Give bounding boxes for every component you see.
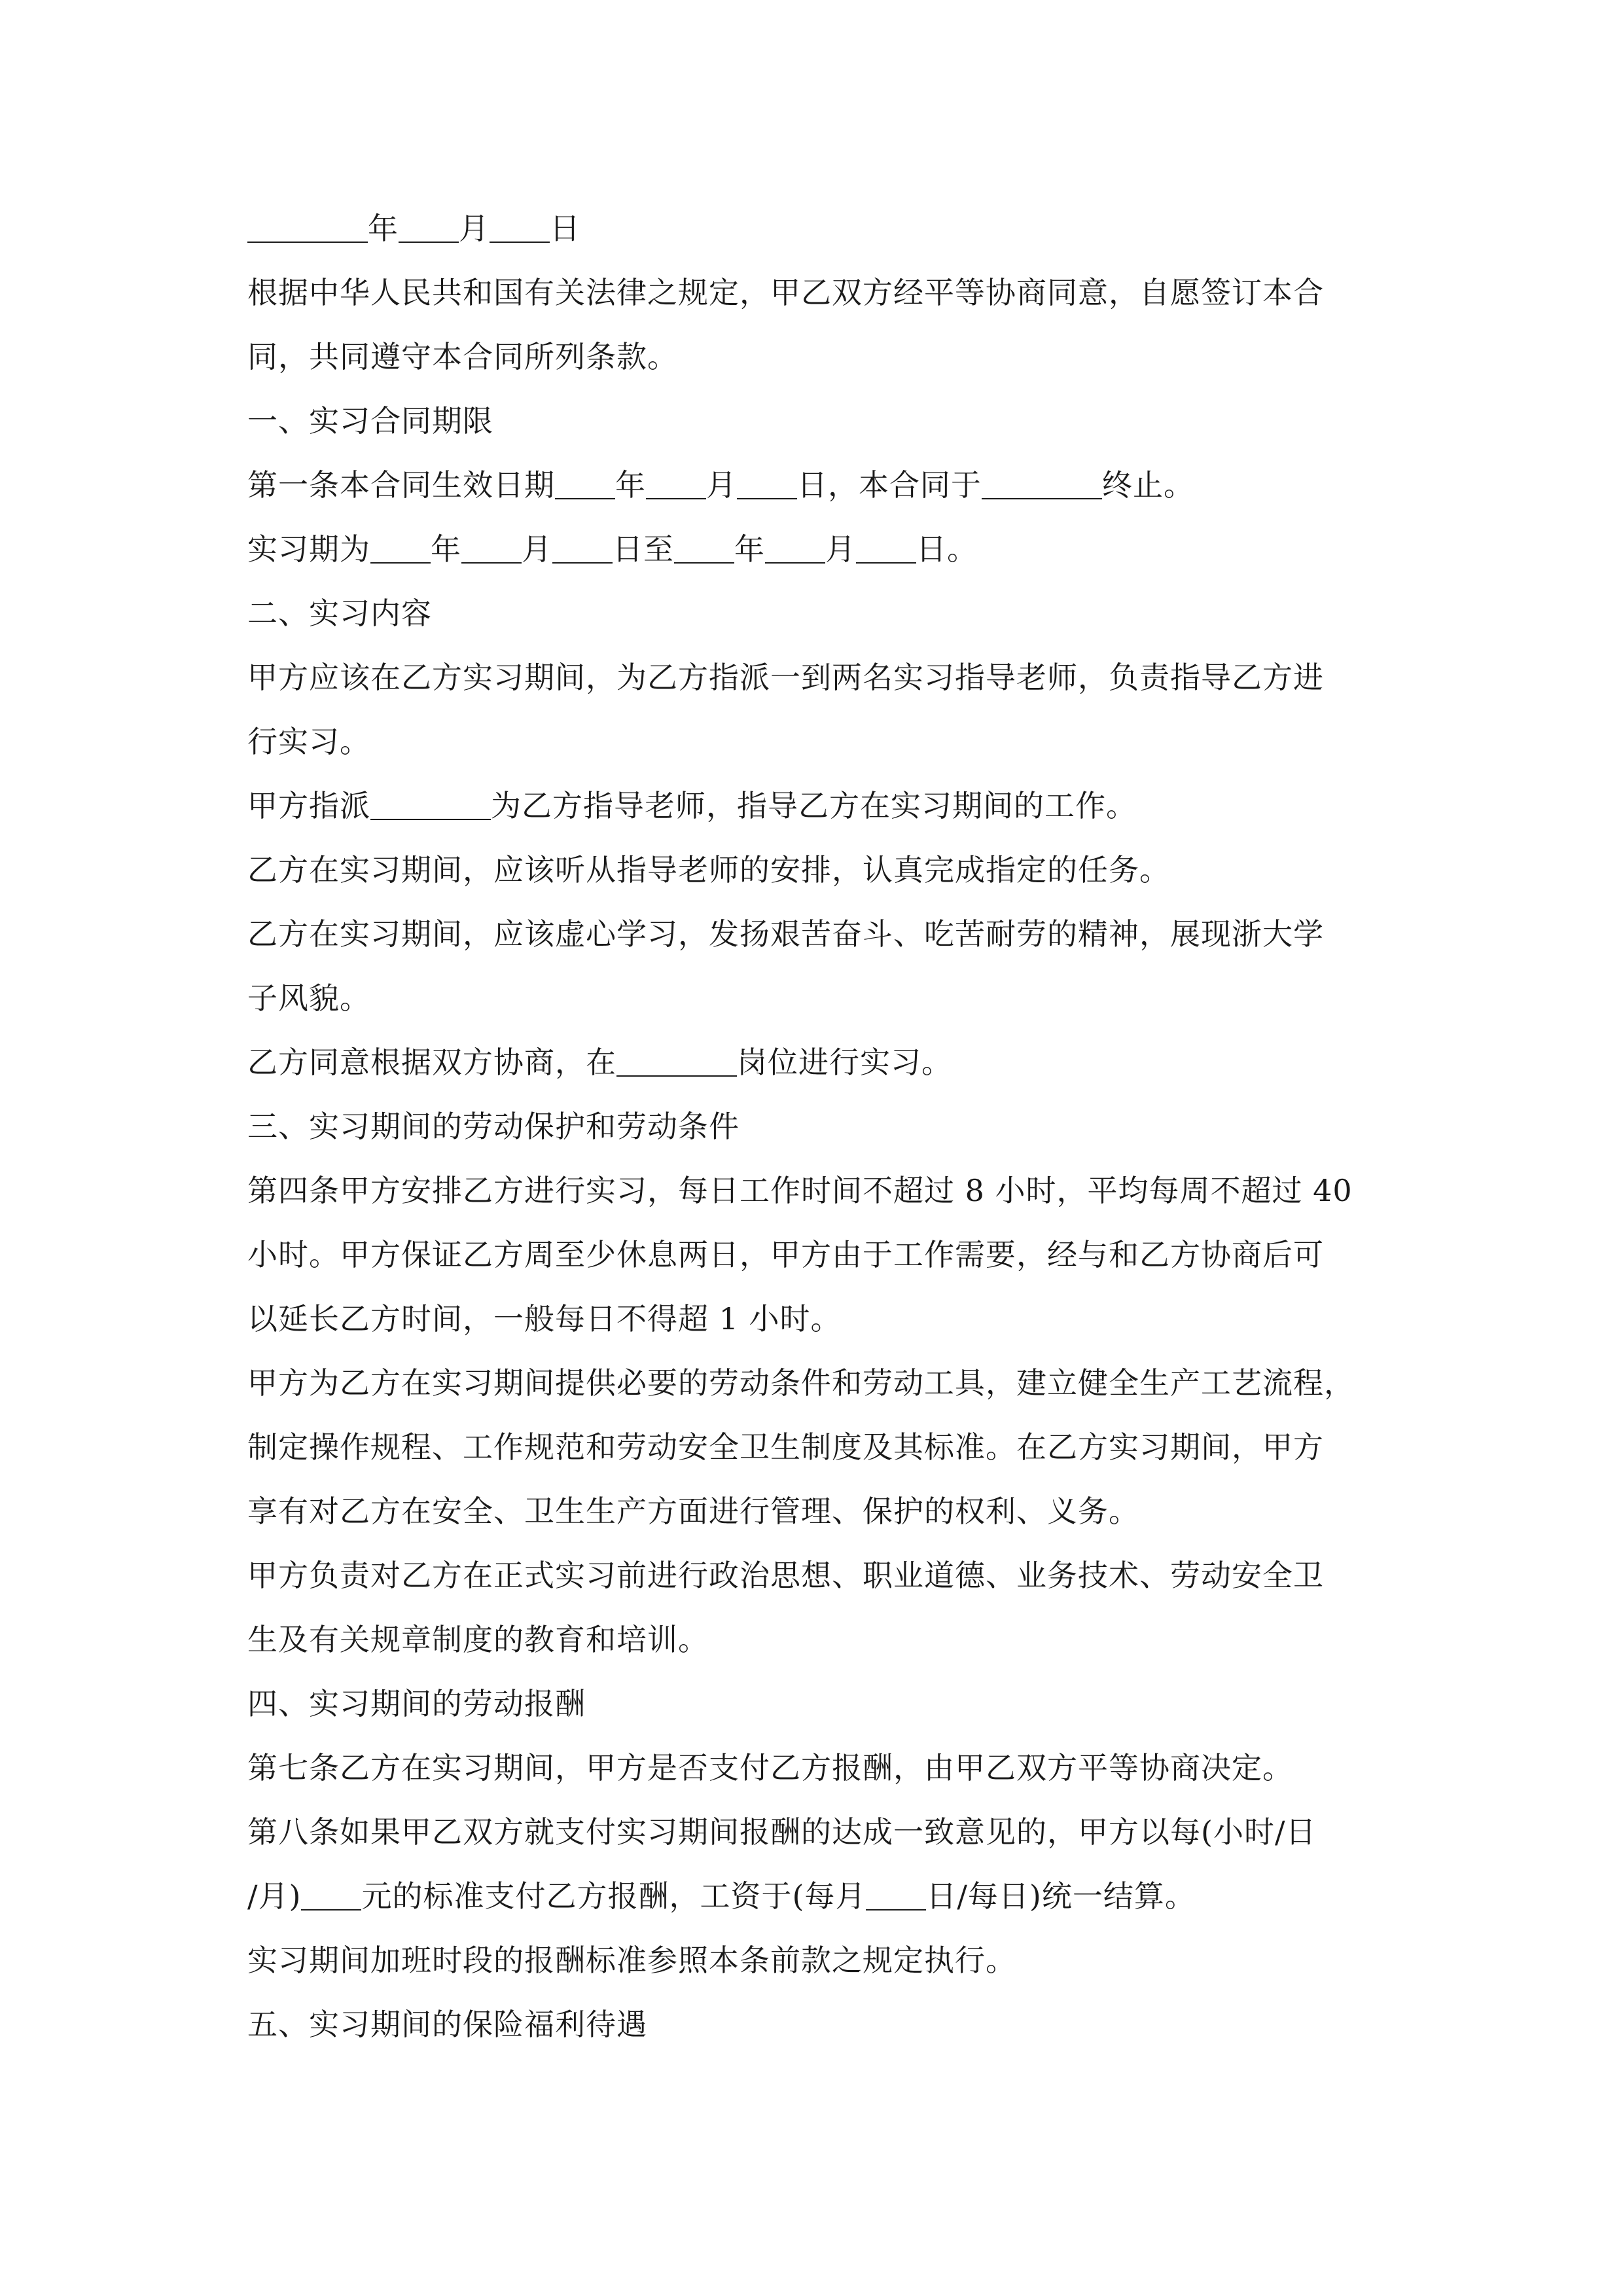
line-text: /月) (247, 1878, 302, 1914)
fill-in-blank (552, 536, 613, 564)
fill-in-blank (461, 536, 522, 564)
line-text: 第八条如果甲乙双方就支付实习期间报酬的达成一致意见的，甲方以每(小时/日 (247, 1814, 1317, 1850)
text-line (247, 1992, 1419, 2056)
fill-in-blank (737, 472, 797, 499)
fill-in-blank (866, 1883, 926, 1910)
fill-in-blank (370, 793, 491, 820)
text-line (247, 838, 1419, 902)
line-text: 一、实习合同期限 (247, 403, 493, 439)
line-text: 实习期为 (247, 531, 370, 567)
line-text: 子风貌。 (247, 980, 370, 1016)
line-text: 实习期间加班时段的报酬标准参照本条前款之规定执行。 (247, 1943, 1016, 1978)
fill-in-blank (765, 536, 825, 564)
fill-in-blank (399, 215, 459, 243)
line-text: 年 (734, 531, 765, 567)
fill-in-blank (370, 536, 431, 564)
text-line (247, 1030, 1419, 1094)
line-text: 甲方负责对乙方在正式实习前进行政治思想、职业道德、业务技术、劳动安全卫 (247, 1558, 1324, 1593)
text-line (247, 389, 1419, 453)
line-text: 元的标准支付乙方报酬，工资于(每月 (361, 1878, 866, 1914)
line-text: 五、实习期间的保险福利待遇 (247, 2007, 647, 2042)
fill-in-blank (247, 215, 368, 243)
text-line (247, 1800, 1419, 1864)
text-line (247, 1928, 1419, 1992)
line-text: 年 (615, 467, 646, 503)
line-text: 以延长乙方时间，一般每日不得超 1 小时。 (247, 1301, 842, 1336)
text-line (247, 1736, 1419, 1800)
text-line (247, 1672, 1419, 1736)
line-text: 四、实习期间的劳动报酬 (247, 1686, 586, 1721)
line-text: 第七条乙方在实习期间，甲方是否支付乙方报酬，由甲乙双方平等协商决定。 (247, 1750, 1293, 1785)
line-text: 乙方同意根据双方协商，在 (247, 1045, 616, 1080)
line-text: 日。 (916, 531, 978, 567)
fill-in-blank (674, 536, 734, 564)
line-text: 甲方指派 (247, 788, 370, 823)
fill-in-blank (982, 472, 1102, 499)
line-text: 甲方为乙方在实习期间提供必要的劳动条件和劳动工具，建立健全生产工艺流程， (247, 1365, 1355, 1401)
line-text: 月 (522, 531, 552, 567)
text-line (247, 1158, 1419, 1223)
text-line (247, 966, 1419, 1030)
line-text: 乙方在实习期间，应该虚心学习，发扬艰苦奋斗、吃苦耐劳的精神，展现浙大学 (247, 916, 1324, 952)
document-body (247, 196, 1419, 2056)
line-text: 日/每日)统一结算。 (926, 1878, 1196, 1914)
line-text: 二、实习内容 (247, 596, 432, 631)
line-text: 享有对乙方在安全、卫生生产方面进行管理、保护的权利、义务。 (247, 1494, 1139, 1529)
fill-in-blank (301, 1883, 361, 1910)
line-text: 年 (431, 531, 461, 567)
line-text: 根据中华人民共和国有关法律之规定，甲乙双方经平等协商同意，自愿签订本合 (247, 275, 1324, 310)
line-text: 为乙方指导老师，指导乙方在实习期间的工作。 (491, 788, 1137, 823)
text-line (247, 645, 1419, 709)
line-text: 甲方应该在乙方实习期间，为乙方指派一到两名实习指导老师，负责指导乙方进 (247, 660, 1324, 695)
text-line (247, 1415, 1419, 1479)
line-text: 日，本合同于 (797, 467, 982, 503)
line-text: 第一条本合同生效日期 (247, 467, 555, 503)
text-line (247, 1607, 1419, 1672)
text-line (247, 1094, 1419, 1158)
line-text: 月 (825, 531, 856, 567)
line-text: 第四条甲方安排乙方进行实习，每日工作时间不超过 8 小时，平均每周不超过 40 (247, 1173, 1353, 1208)
line-text: 日至 (613, 531, 674, 567)
text-line (247, 325, 1419, 389)
text-line (247, 1223, 1419, 1287)
text-line (247, 453, 1419, 517)
text-line (247, 196, 1419, 260)
line-text: 生及有关规章制度的教育和培训。 (247, 1622, 709, 1657)
text-line (247, 1351, 1419, 1415)
text-line (247, 774, 1419, 838)
fill-in-blank (490, 215, 550, 243)
fill-in-blank (856, 536, 916, 564)
text-line (247, 1864, 1419, 1928)
fill-in-blank (646, 472, 706, 499)
text-line (247, 1287, 1419, 1351)
line-text: 小时。甲方保证乙方周至少休息两日，甲方由于工作需要，经与和乙方协商后可 (247, 1237, 1324, 1272)
text-line (247, 1543, 1419, 1607)
fill-in-blank (616, 1049, 737, 1077)
line-text: 同，共同遵守本合同所列条款。 (247, 339, 678, 374)
text-line (247, 709, 1419, 774)
text-line (247, 902, 1419, 966)
line-text: 岗位进行实习。 (737, 1045, 952, 1080)
line-text: 行实习。 (247, 724, 370, 759)
line-text: 年 (368, 211, 399, 246)
line-text: 终止。 (1102, 467, 1194, 503)
text-line (247, 581, 1419, 645)
text-line (247, 517, 1419, 581)
line-text: 日 (550, 211, 580, 246)
text-line (247, 260, 1419, 325)
line-text: 乙方在实习期间，应该听从指导老师的安排，认真完成指定的任务。 (247, 852, 1170, 888)
text-line (247, 1479, 1419, 1543)
line-text: 三、实习期间的劳动保护和劳动条件 (247, 1109, 740, 1144)
line-text: 月 (459, 211, 490, 246)
line-text: 月 (706, 467, 737, 503)
line-text: 制定操作规程、工作规范和劳动安全卫生制度及其标准。在乙方实习期间，甲方 (247, 1429, 1324, 1465)
fill-in-blank (555, 472, 615, 499)
